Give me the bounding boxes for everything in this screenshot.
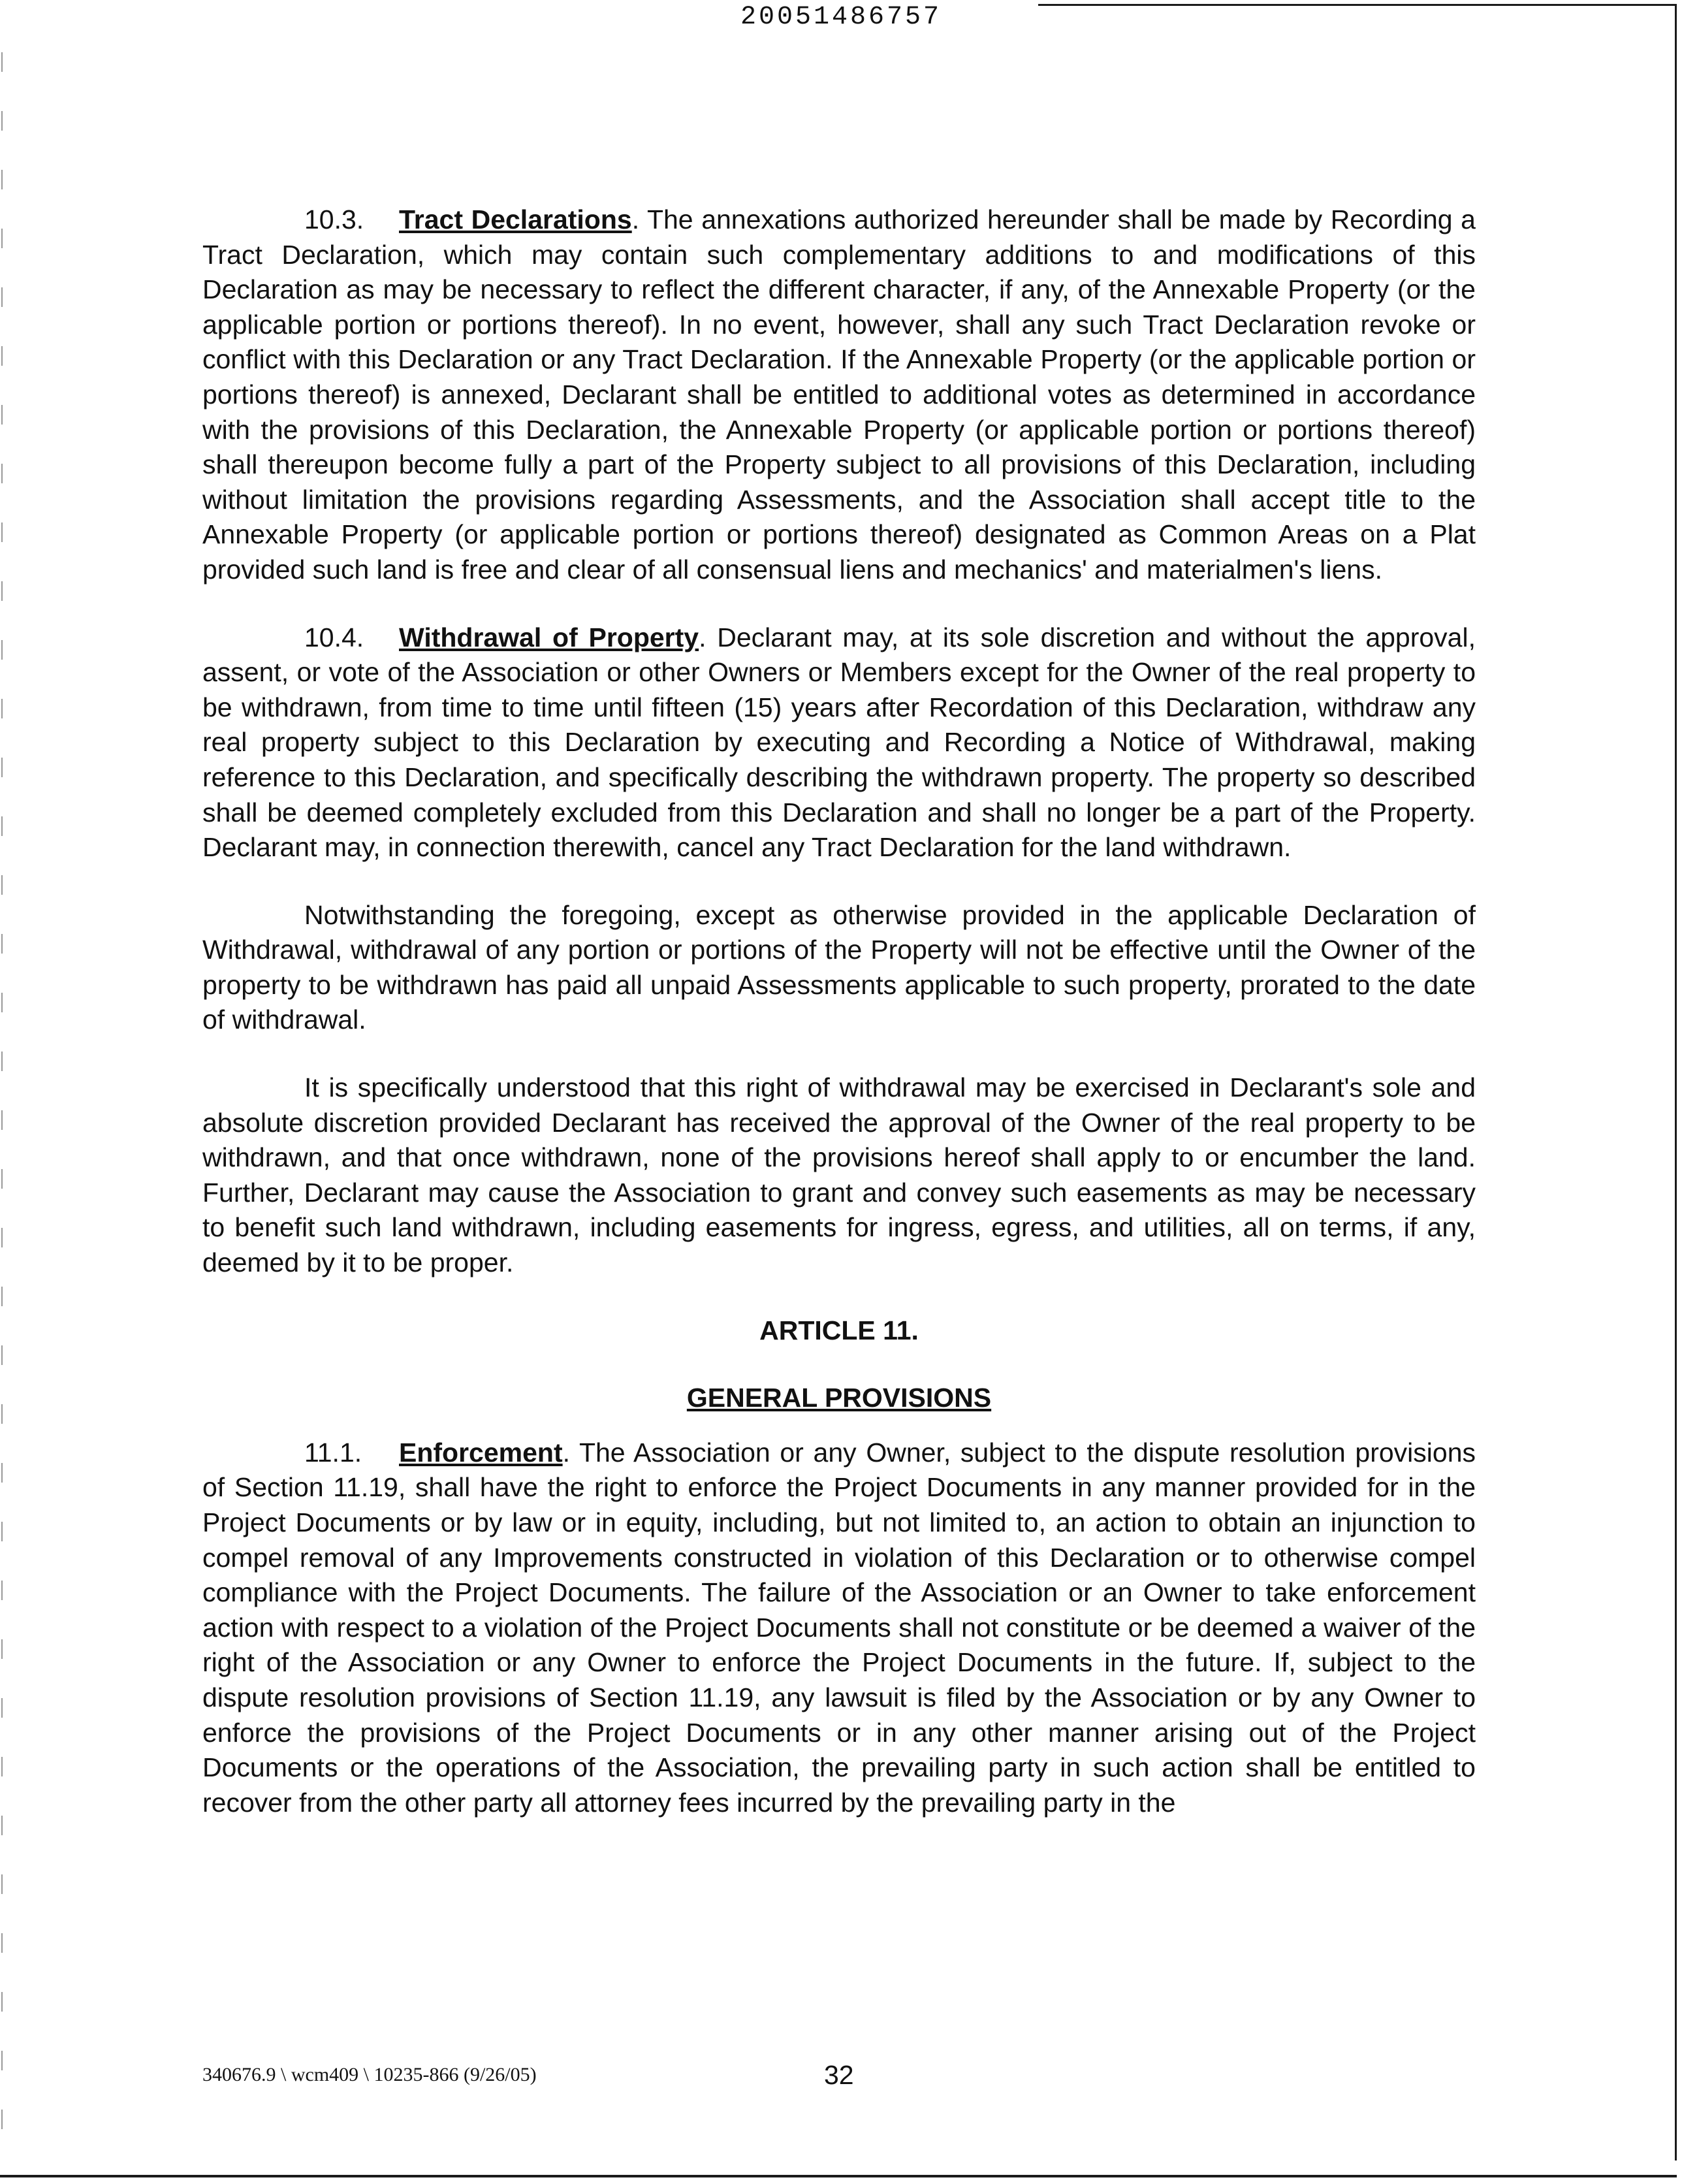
document-number: 20051486757: [740, 3, 942, 32]
section-11-1: [202, 1436, 1476, 1821]
section-heading: Enforcement: [399, 1437, 563, 1468]
article-title: ARTICLE 11.: [759, 1315, 919, 1345]
paragraph-withdrawal-discretion: It is specifically understood that this right of withdrawal may be exercised in Declarant's sole and absolute discretion provided Declarant has received the approval of the Owner of the real property to be withdrawn, and that once withdrawn, none of the provisions hereof shall apply to or encumber the land. Further, Declarant may cause the Association to grant and convey such easements as may be necessary to benefit such land withdrawn, including easements for ingress, egress, and utilities, all on terms, if any, deemed by it to be proper.: [202, 1072, 1476, 1278]
section-10-4: [202, 620, 1476, 865]
article-subtitle: GENERAL PROVISIONS: [686, 1383, 992, 1413]
section-heading: Tract Declarations: [399, 204, 632, 234]
section-number: 10.4.: [304, 622, 364, 652]
paragraph-notwithstanding: Notwithstanding the foregoing, except as otherwise provided in the applicable Declaration of Withdrawal, withdrawal of any portion or portions of the Property will not be effective until the Owner of the property to be withdrawn has paid all unpaid Assessments applicable to such property, prorated to the date of withdrawal.: [202, 899, 1476, 1035]
section-number: 11.1.: [304, 1437, 362, 1468]
section-10-3: [202, 202, 1476, 588]
section-body: . Declarant may, at its sole discretion and without the approval, assent, or vote of the Association or other Owners or Members except for the Owner of the real property to be withdrawn, from time to time until fifteen (15) years after Recordation of this Declaration, withdraw any real property subject to this Declaration by executing and Recording a Notice of Withdrawal, making reference to this Declaration, and specifically describing the withdrawn property. The property so described shall be deemed completely excluded from this Declaration and shall no longer be a part of the Property. Declarant may, in connection therewith, cancel any Tract Declaration for the land withdrawn.: [202, 622, 1476, 863]
section-heading: Withdrawal of Property: [399, 622, 699, 652]
document-body: [202, 202, 1476, 1853]
page-number: 32: [824, 2060, 854, 2090]
footer-reference: 340676.9 \ wcm409 \ 10235-866 (9/26/05): [202, 2064, 537, 2085]
section-body: . The annexations authorized hereunder shall be made by Recording a Tract Declaration, which may contain such complementary additions to and modifications of this Declaration as may be necessary to reflect the different character, if any, of the Annexable Property (or the applicable portion or portions thereof). In no event, however, shall any such Tract Declaration revoke or conflict with this Declaration or any Tract Declaration. If the Annexable Property (or the applicable portion or portions thereof) is annexed, Declarant shall be entitled to additional votes as determined in accordance with the provisions of this Declaration, the Annexable Property (or applicable portion or portions thereof) shall thereupon become fully a part of the Property subject to all provisions of this Declaration, including without limitation the provisions regarding Assessments, and the Association shall accept title to the Annexable Property (or applicable portion or portions thereof) designated as Common Areas on a Plat provided such land is free and clear of all consensual liens and mechanics' and materialmen's liens.: [202, 204, 1476, 585]
scan-edge-marks: [1, 52, 3, 2129]
section-number: 10.3.: [304, 204, 364, 234]
scan-border-right: [1675, 5, 1677, 2160]
scan-border-bottom: [0, 2175, 1677, 2177]
section-body: . The Association or any Owner, subject to the dispute resolution provisions of Section 11.19, shall have the right to enforce the Project Documents in any manner provided for in the Project Documents or by law or in equity, including, but not limited to, an action to obtain an injunction to compel removal of any Improvements constructed in violation of this Declaration or to otherwise compel compliance with the Project Documents. The failure of the Association or an Owner to take enforcement action with respect to a violation of the Project Documents shall not constitute or be deemed a waiver of the right of the Association or any Owner to enforce the Project Documents in the future. If, subject to the dispute resolution provisions of Section 11.19, any lawsuit is filed by the Association or by any Owner to enforce the provisions of the Project Documents or in any other manner arising out of the Project Documents or the operations of the Association, the prevailing party in such action shall be entitled to recover from the other party all attorney fees incurred by the prevailing party in the: [202, 1437, 1476, 1818]
